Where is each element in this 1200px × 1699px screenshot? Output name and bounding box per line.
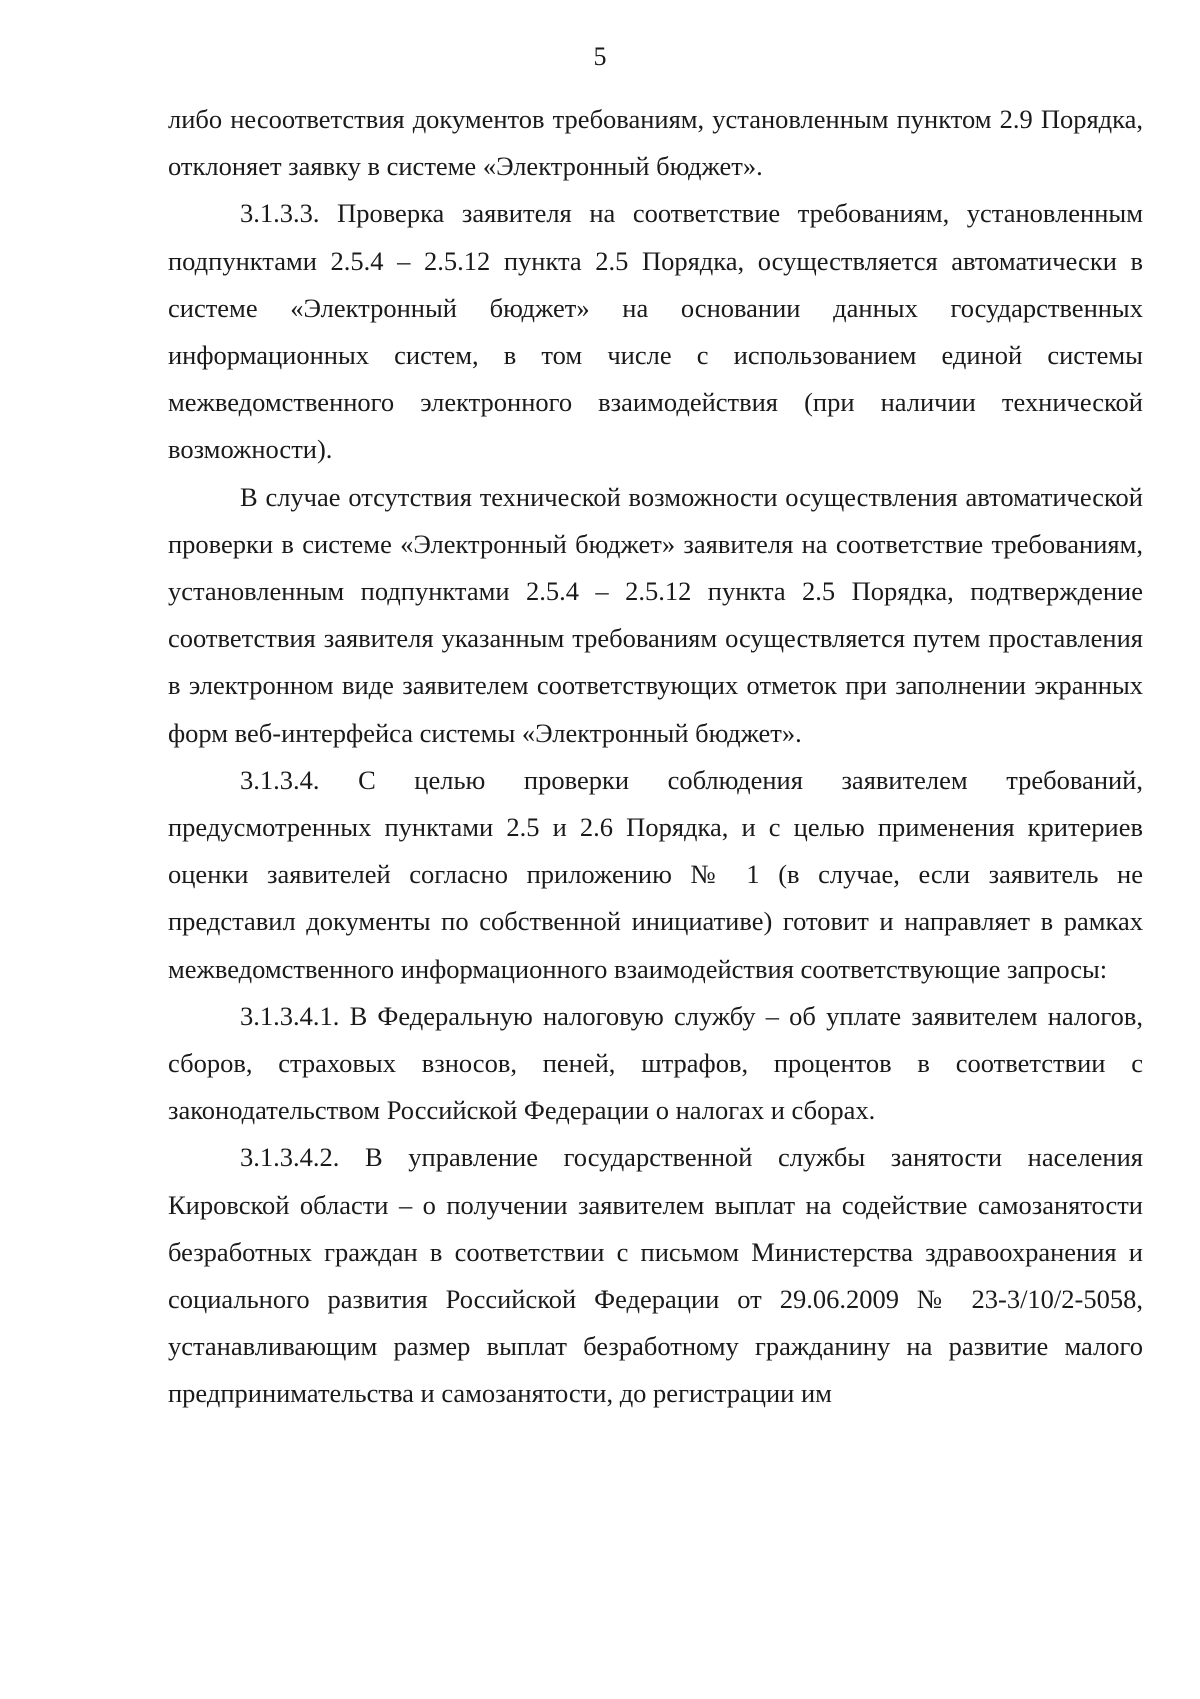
paragraph-3-1-3-4-1: 3.1.3.4.1. В Федеральную налоговую службу – об уплате заявителем налогов, сборов, страховых взносов, пеней, штрафов, процентов в соответствии с законодательством Российской Федерации о налогах и сборах. (168, 1000, 1143, 1126)
paragraph-3-1-3-3: 3.1.3.3. Проверка заявителя на соответствие требованиям, установленным подпунктами 2.5.4 – 2.5.12 пункта 2.5 Порядка, осуществляется автоматически в системе «Электронный бюджет» на основании данных государственных информационных систем, в том числе с использованием единой системы межведомственного электронного взаимодействия (при наличии технической возможности). (168, 198, 1143, 465)
document-body (168, 96, 1143, 1418)
paragraph-continuation: либо несоответствия документов требованиям, установленным пунктом 2.9 Порядка, отклоняет заявку в системе «Электронный бюджет». (168, 104, 1143, 182)
paragraph-no-technical-possibility: В случае отсутствия технической возможности осуществления автоматической проверки в системе «Электронный бюджет» заявителя на соответствие требованиям, установленным подпунктами 2.5.4 – 2.5.12 пункта 2.5 Порядка, подтверждение соответствия заявителя указанным требованиям осуществляется путем проставления в электронном виде заявителем соответствующих отметок при заполнении экранных форм веб-интерфейса системы «Электронный бюджет». (168, 481, 1143, 748)
page-number: 5 (593, 42, 607, 71)
paragraph-3-1-3-4-2: 3.1.3.4.2. В управление государственной службы занятости населения Кировской области – о получении заявителем выплат на содействие самозанятости безработных граждан в соответствии с письмом Министерства здравоохранения и социального развития Российской Федерации от 29.06.2009 № 23-3/10/2-5058, устанавливающим размер выплат безработному гражданину на развитие малого предпринимательства и самозанятости, до регистрации им (168, 1142, 1143, 1409)
paragraph-3-1-3-4: 3.1.3.4. С целью проверки соблюдения заявителем требований, предусмотренных пунктами 2.5 и 2.6 Порядка, и с целью применения критериев оценки заявителей согласно приложению № 1 (в случае, если заявитель не представил документы по собственной инициативе) готовит и направляет в рамках межведомственного информационного взаимодействия соответствующие запросы: (168, 764, 1143, 984)
